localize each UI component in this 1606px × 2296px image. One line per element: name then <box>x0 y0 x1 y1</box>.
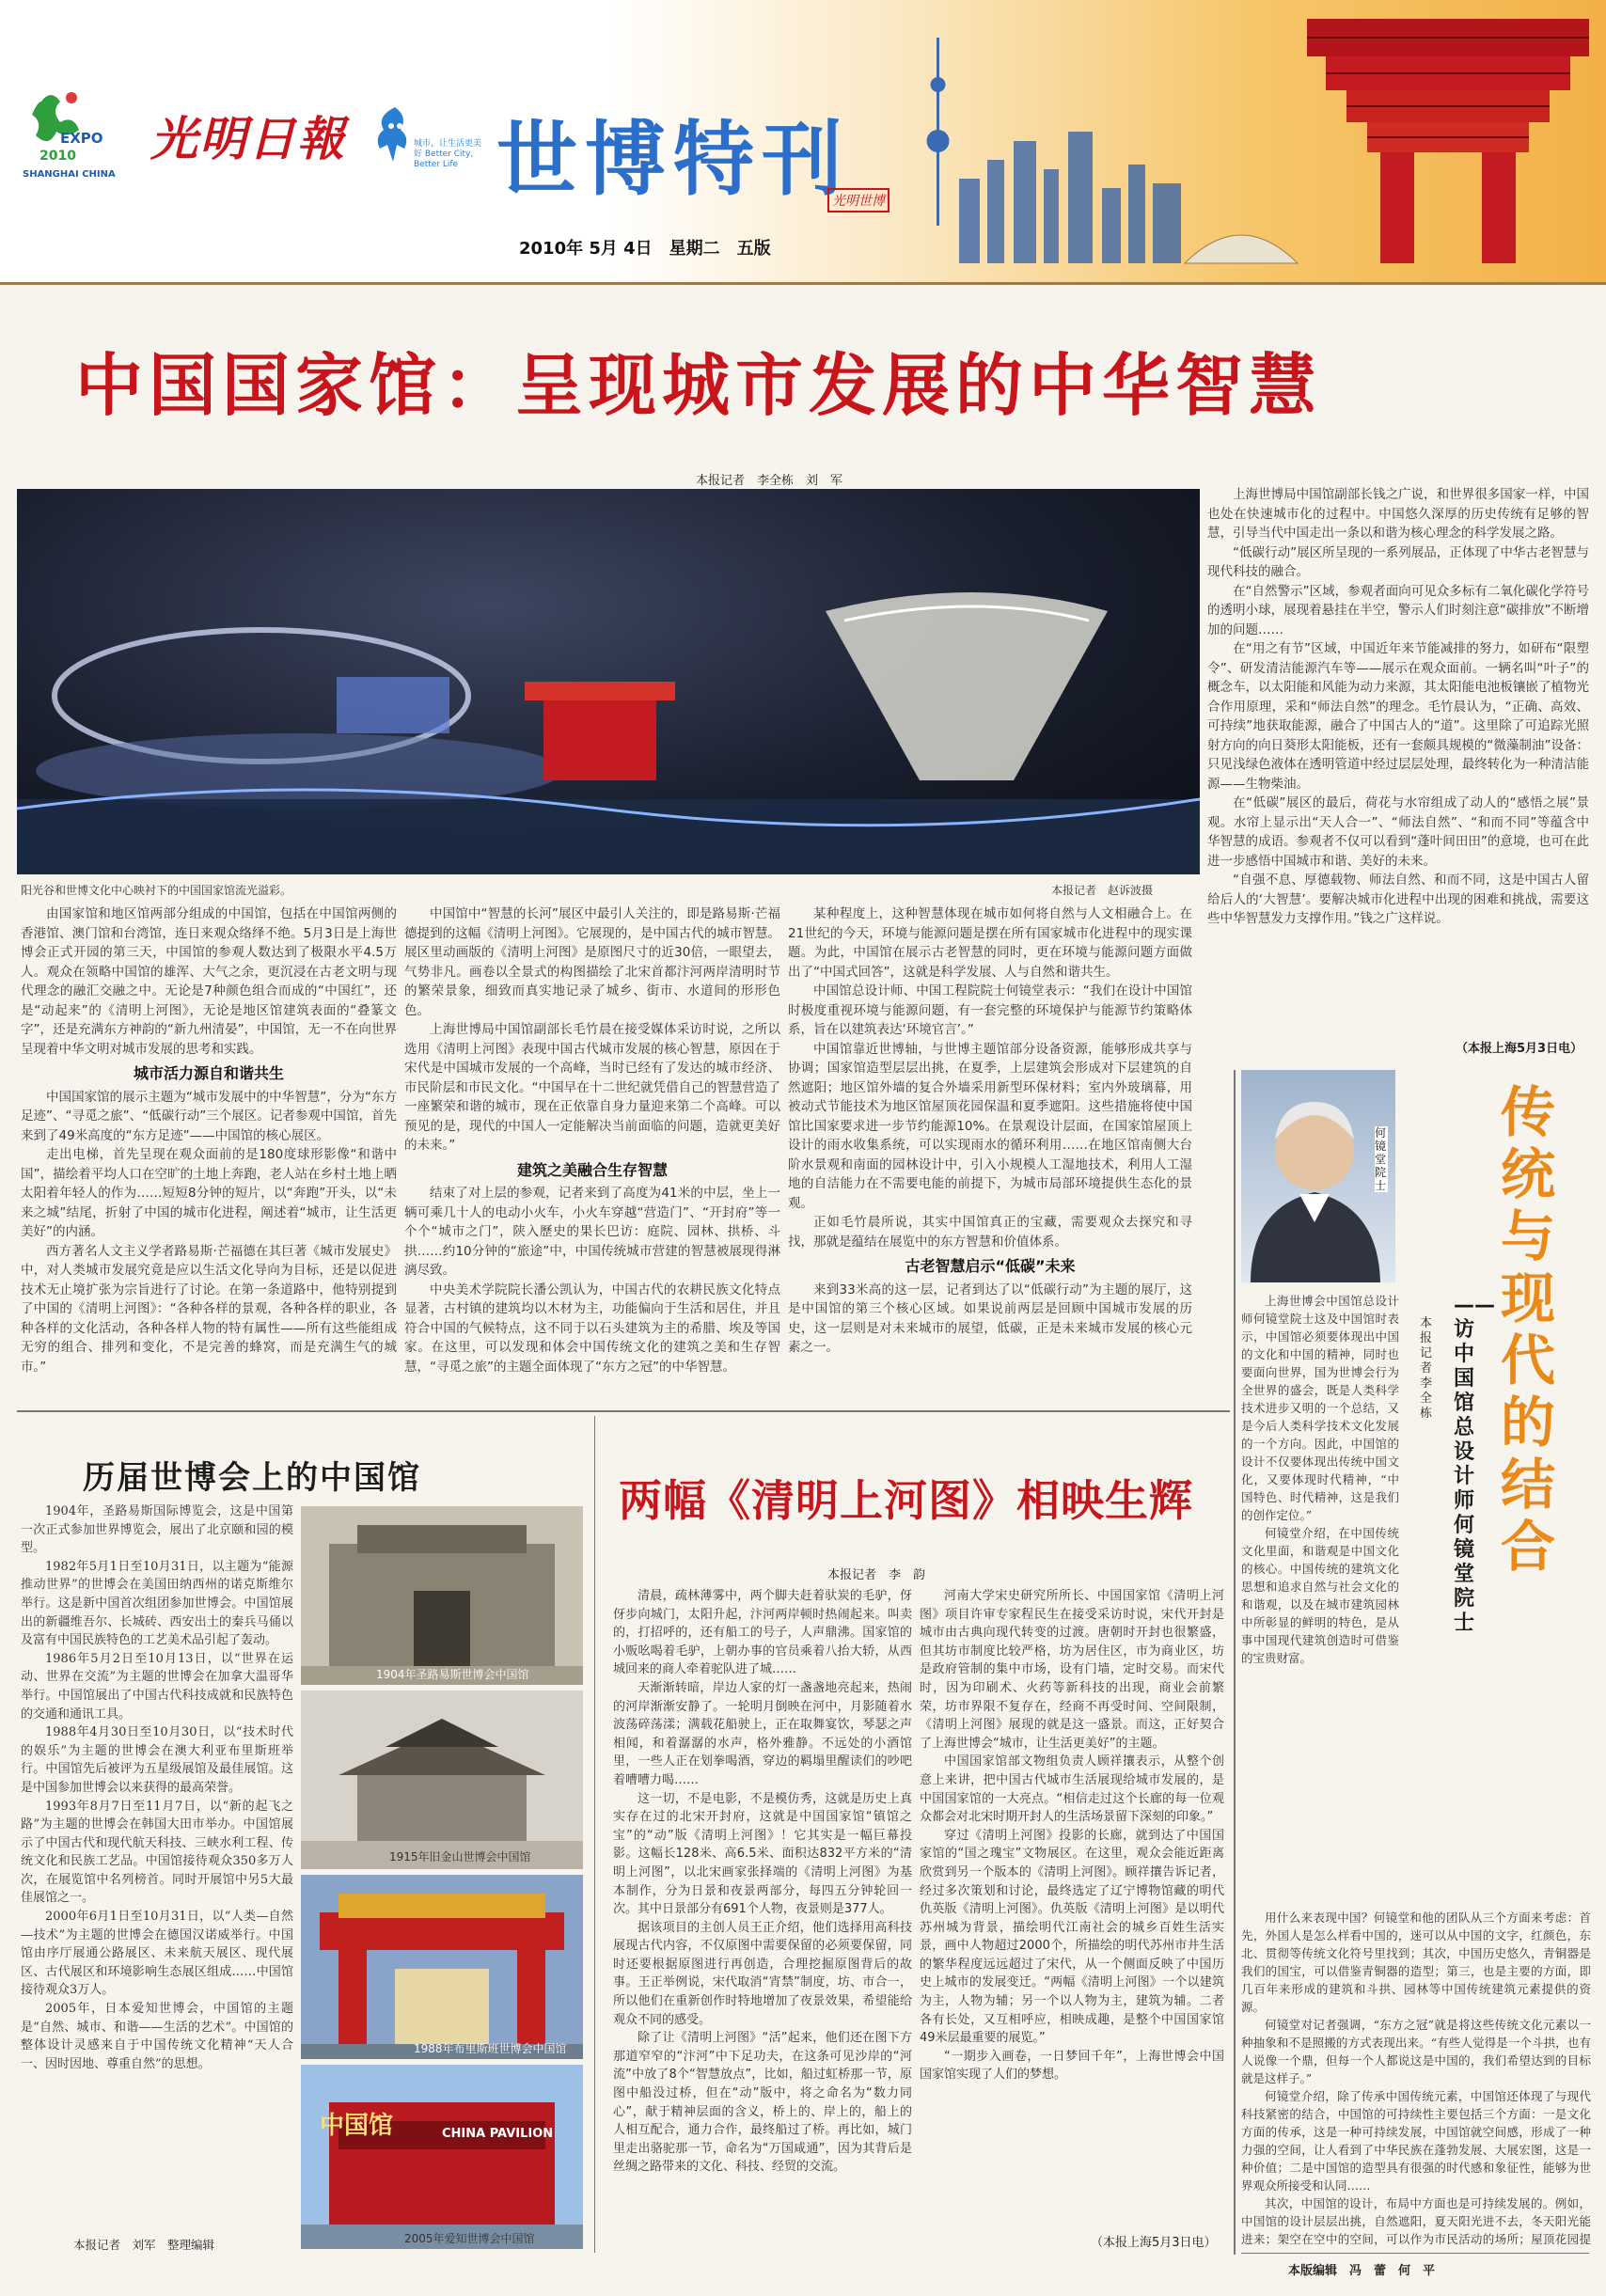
footer-rule <box>1241 2253 1589 2254</box>
history-paragraph: 2000年6月1日至10月31日，以“人类—自然—技术”为主题的世博会在德国汉诺威举行。中国馆由序厅展通公路展区、未来航天展区、现代展区、古代展区和环境影响生态展区组成……中国馆接待观众3万人。 <box>21 1910 293 1998</box>
lead-paragraph: 中央美术学院院长潘公凯认为，中国古代的农耕民族文化特点显著，古村镇的建筑均以木材为主，功能偏向于生活和居住，并且符合中国的气候特点，这不同于以石头建筑为主的希腊、埃及等国家。在这里，可以发现和体会中国传统文化的建筑之美和生存智慧，“寻觅之旅”的主题全面体现了“东方之冠”的中华智慧。 <box>404 1282 780 1375</box>
skyline-illustration <box>903 0 1606 282</box>
expo-slogan: 城市，让生活更美好 Better City, Better Life <box>414 139 482 169</box>
interview-portrait <box>1241 1070 1395 1282</box>
footer-editors: 本版编辑 冯 蕾 何 平 <box>1288 2264 1436 2278</box>
portrait-caption: 何镜堂院士 <box>1375 1126 1387 1192</box>
history-text <box>21 1502 293 2232</box>
qingming-paragraph: 河南大学宋史研究所所长、中国国家馆《清明上河图》项目许审专家程民生在接受采访时说，宋代开封是城市由古典向现代转变的过渡。唐朝时开封也很繁盛，但其坊市制度比较严格，坊为居住区，市为商业区，坊是政府管制的集中市场，设有门墙，定时交易。而宋代时，因为印刷术、火药等新科技的出现，商业会前繁荣，坊市界限不复存在，经商不再受时间、空间限制，《清明上河图》展现的就是这一盛景。而这，正好契合了上海世博会“城市，让生活更美好”的主题。 <box>920 1589 1224 1751</box>
interview-title <box>1497 1081 1572 1578</box>
qingming-paragraph: 除了让《清明上河图》“活”起来，他们还在图下方那道窄窄的“汴河”中下足功夫，在这条可见沙岸的“河流”中放了8个“智慧放点”，比如，船过虹桥那一节，原图中船没过桥，但在“动”版中，将之命名为“数力同心”，献于精神层面的含义，桥上的、岸上的，船上的人相互配合，通力合作，最终船过了桥。再比如，城门里走出骆驼那一节，命名为“万国咸通”，因为其背后是丝绸之路带来的文化、科技、经贸的交流。 <box>613 2031 912 2175</box>
lead-paragraph: 中国馆总设计师、中国工程院院士何镜堂表示：“我们在设计中国馆时极度重视环境与能源问题，有一套完整的环境保护与能源节约策略体系，旨在以建筑表达‘环境官言’。” <box>788 983 1192 1037</box>
interview-paragraph: 其次，中国馆的设计，布局中方面也是可持续发展的。例如，中国馆的设计层层出挑，自然遮阳，夏天阳光进不去，冬天阳光能进来；架空在空中的空间，可以作为市民活动的场所；屋顶花园提 <box>1241 2196 1591 2246</box>
lead-subhead-2: 建筑之美融合生存智慧 <box>516 1160 668 1179</box>
history-photo-caption: 1915年旧金山世博会中国馆 <box>389 1850 531 1864</box>
dateline: 2010年 5月 4日 星期二 五版 <box>519 239 771 259</box>
lead-source: （本报上海5月3日电） <box>1456 1042 1583 1056</box>
lead-paragraph: 走出电梯，首先呈现在观众面前的是180度球形影像“和谐中国”，描绘着平均人口在空旷的土地上奔跑，老人站在乡村土地上晒太阳着年轻人的作为……短短8分钟的短片，以“奔跑”开头，以“未来之城”结尾，折射了中国的城市化进程，阐述着“城市，让生活更美好”的内涵。 <box>21 1147 397 1239</box>
masthead <box>0 0 1606 285</box>
expo-logo <box>23 83 116 196</box>
history-photo-caption: 1988年布里斯班世博会中国馆 <box>414 2042 567 2055</box>
lead-paragraph: 结束了对上层的参观，记者来到了高度为41米的中层，坐上一辆可乘几十人的电动小火车，小火车穿越“营造门”、“开封府”等一个个“城市之门”，陕入歷史的果长巴访：庭院、园林、拱桥、斗拱……约10分钟的“旅途”中，中国传统城市营建的智慧被展现得淋漓尽致。 <box>404 1186 780 1278</box>
interview-column-top <box>1241 1292 1399 1901</box>
lead-paragraph: 在“用之有节”区域，中国近年来节能减排的努力，如研布“限塑令”、研发清洁能源汽车等——展示在观众面前。一辆名叫“叶子”的概念车，以太阳能和风能为动力来源，其太阳能电池板镶嵌了植物光合作用原理，采和“师法自然”的理念。毛竹晨认为，“正确、高效、可持续”地获取能源，融合了中国古人的“道”。这里除了可追踪光照射方向的向日葵形太阳能板，还有一套颇具规模的“微藻制油”设备：只见浅绿色液体在透明管道中经过层层处理，最终转化为一种清洁能源——生物柴油。 <box>1207 641 1589 792</box>
lead-paragraph: 来到33米高的这一层，记者到达了以“低碳行动”为主题的展厅，这是中国馆的第三个核心区域。如果说前两层是回顾中国城市发展的历史，这一层则是对未来城市的展望，低碳，正是未来城市发展的核心元素之一。 <box>788 1282 1192 1355</box>
lead-paragraph: 西方著名人文主义学者路易斯·芒福德在其巨著《城市发展史》中，对人类城市发展究竟是应以生活文化导向为目标，还是以促进技术无止境扩张为宗旨进行了讨论。在第一条道路中，他特别提到了中国的《清明上河图》：“各种各样的景观，各种各样的职业，各种各样的文化活动，各种各样人物的特有属性——所有这些能组成无穷的组合、排列和变化，不是完善的蜂窝，而是充满生气的城市。” <box>21 1243 397 1375</box>
lead-column-3 <box>788 904 1192 1401</box>
expo-mark: EXPO <box>60 130 103 147</box>
interview-subtitle: ——访中国馆总设计师何镜堂院士 <box>1454 1294 1495 1635</box>
history-title: 历届世博会上的中国馆 <box>83 1459 421 1497</box>
history-byline: 本报记者 刘军 整理编辑 <box>73 2238 215 2252</box>
lead-paragraph: “低碳行动”展区所呈现的一系列展品，正体现了中华古老智慧与现代科技的融合。 <box>1207 544 1589 579</box>
newspaper-name: 光明日報 <box>150 111 346 166</box>
interview-title-line: 传统 <box>1500 1080 1555 1206</box>
lead-paragraph: 在“低碳”展区的最后，荷花与水帘组成了动人的“感悟之展”景观。水帘上显示出“天人合一”、“师法自然”、“和而不同”等蕴含中华智慧的成语。参观者不仅可以看到“蓬叶间田田”的意境，也可在此进一步感悟中国城市和谐、美好的未来。 <box>1207 795 1589 869</box>
lead-headline: 中国国家馆：呈现城市发展的中华智慧 <box>75 345 1323 425</box>
lead-column-2 <box>404 904 780 1401</box>
history-photo-1988 <box>301 1875 583 2059</box>
history-paragraph: 1982年5月1日至10月31日，以主题为“能源推动世界”的世博会在美国田纳西州的诺克斯维尔举行。这是新中国首次组团参加世博会。中国馆展出的新疆维吾尔、长城砖、西安出土的秦兵马俑以及富有中国民族特色的工艺美术品引起了轰动。 <box>21 1559 293 1648</box>
interview-paragraph: 上海世博会中国馆总设计师何镜堂院士这及中国馆时表示，中国馆必须要体现出中国的文化和中国的精神，同时也要面向世界，国为世博会行为全世界的盛会，既是人类科学技术进步又明的一个总结，又是今后人类科学技术文化发展的一个方向。因此，中国馆的设计不仅要体现出传统中国文化，又要体现时代精神，“中国特色、时代精神，这是我们的创作定位。” <box>1241 1294 1399 1522</box>
qingming-paragraph: 天渐渐转暗，岸边人家的灯一盏盏地亮起来，热闹的河岸渐渐安静了。一轮明月倒映在河中，月影随着水波荡碎荡漾；满载花船驶上，正在取舞宴饮，琴瑟之声相闻，和着潺潺的水声，格外雅静。不远处的小酒馆里，一些人正在划拳喝酒，穿边的羁塌里醒读们的吵吧着嘈嘈力喝…… <box>613 1680 912 1787</box>
expo-city: SHANGHAI CHINA <box>23 169 116 180</box>
lead-paragraph: 中国馆中“智慧的长河”展区中最引人关注的，即是路易斯·芒福德提到的这幅《清明上河图》。它展现的，是中国古代的城市智慧。展区里动画版的《清明上河图》是原图尺寸的近30倍，一眼望去，气势非凡。画卷以全景式的构图描绘了北宋首都汴河两岸清明时节的繁荣景象，细致而真实地记录了城乡、街市、水道间的形形色色。 <box>404 906 780 1018</box>
lead-column-1 <box>21 904 397 1401</box>
history-photo-caption: 2005年爱知世博会中国馆 <box>404 2232 535 2245</box>
lead-paragraph: 中国国家馆的展示主题为“城市发展中的中华智慧”，分为“东方足迹”、“寻觅之旅”、“低碳行动”三个展区。记者参观中国馆，首先来到了49米高度的“东方足迹”——中国馆的核心展区。 <box>21 1089 397 1143</box>
history-paragraph: 1904年，圣路易斯国际博览会，这是中国第一次正式参加世界博览会，展出了北京颐和园的模型。 <box>21 1504 293 1556</box>
rule-vertical <box>1234 1070 1236 2255</box>
qingming-paragraph: 这一切，不是电影，不是模仿秀，这就是历史上真实存在过的北宋开封府，这就是中国国家馆“镇馆之宝”的“动”版《清明上河图》！它其实是一幅巨幕投影。这幅长128米、高6.5米、面积达832平方米的“清明上河图”，以北宋画家张择端的《清明上河图》为基本制作，分为日景和夜景两部分，每四五分钟轮回一次。其中日景部分有691个人物，夜景则是377人。 <box>613 1791 912 1917</box>
lead-paragraph: 某种程度上，这种智慧体现在城市如何将自然与人文相融合上。在21世纪的今天，环境与能源问题是摆在所有国家城市化进程中的现实课题。为此，中国馆在展示古老智慧的同时，更在环境与能源问题方面做出了“中国式回答”，这就是科学发展、人与自然和谐共生。 <box>788 906 1192 980</box>
lead-column-4 <box>1207 485 1589 1030</box>
lead-subhead-1: 城市活力源自和谐共生 <box>133 1064 284 1082</box>
interview-paragraph: 何镜堂对记者强调，“东方之冠”就是将这些传统文化元素以一种抽象和不是照搬的方式表现出来。“有些人觉得是一个斗拱，也有人说像一个鼎，但每一个人都说这是中国的，我们希望达到的目标就是这样子。” <box>1241 2018 1591 2085</box>
qingming-column-1 <box>613 1587 912 2226</box>
lead-paragraph: 中国馆靠近世博轴，与世博主题馆部分设备资源，能够形成共享与协调；国家馆造型层层出挑，在夏季，上层建筑会形成对下层建筑的自然遮阳；地区馆外墙的复合外墙采用新型环保材料；室内外玻璃幕，用被动式节能技术为地区馆屋顶花园保温和夏季遮阳。这些措施将使中国馆比国家要求进一步节约能源10%。在景观设计层面，在国家馆屋顶上设计的雨水收集系统，可以实现雨水的循环利用……在地区馆南侧大台阶水景观和南面的园林设计中，引入小规模人工湿地技术，利用人工湿地的自洁能力在不需要电能的前提下，为城市局部环境提供生态化的景观。 <box>788 1041 1192 1211</box>
lead-photo-credit: 本报记者 赵诉波摄 <box>1051 884 1154 897</box>
interview-column-bottom <box>1241 1909 1591 2247</box>
expo-year: 2010 <box>39 149 76 164</box>
qingming-paragraph: 中国国家馆部文物组负责人顾祥攘表示，从整个创意上来讲，把中国古代城市生活展现给城市发展的，是中国国家馆的一大亮点。“相信走过这个长廊的每一位观众都会对北宋时期开封人的生活场景留下深刻的印象。” <box>920 1754 1224 1825</box>
history-photo-1915 <box>301 1691 583 1869</box>
qingming-column-2 <box>920 1587 1224 2226</box>
interview-paragraph: 何镜堂介绍，除了传承中国传统元素，中国馆还体现了与现代科技紧密的结合，中国馆的可持续性主要包括三个方面：一是文化方面的传承，这是一种可持续发展，中国馆就空间感，形成了一种力强的空间，让人看到了中华民族在蓬勃发展、大展宏图，这是一种价值；二是中国馆的造型具有很强的时代感和象征性，能够为世界观众所接受和认同…… <box>1241 2089 1591 2193</box>
interview-title-line: 现代的 <box>1500 1266 1555 1455</box>
lead-photo-caption: 阳光谷和世博文化中心映衬下的中国国家馆流光溢彩。 <box>21 884 292 897</box>
lead-paragraph: 上海世博局中国馆副部长钱之广说，和世界很多国家一样，中国也处在快速城市化的过程中。中国悠久深厚的历史传统有足够的智慧，引导当代中国走出一条以和谐为核心理念的科学发展之路。 <box>1207 487 1589 541</box>
rule-vertical <box>594 1416 595 2253</box>
lead-photo <box>17 489 1200 874</box>
lead-paragraph: 在“自然警示”区域，参观者面向可见众多标有二氧化碳化学符号的透明小球，展现着悬挂在半空，警示人们时刻注意“碳排放”不断增加的问题…… <box>1207 583 1589 637</box>
interview-paragraph: 用什么来表现中国？何镜堂和他的团队从三个方面来考虑：首先，外国人是怎么样看中国的，迷可以从中国的文字，红颜色，东北、贯彻等传统文化符号里找到；其次，中国历史悠久，青铜器是我们的国宝，可以借鉴青铜器的造型；第三，也是主要的方面，即几百年来形成的建筑和斗拱、园林等中国传统建筑元素提供的资源。 <box>1241 1911 1591 2014</box>
history-paragraph: 1988年4月30日至10月30日，以“技术时代的娱乐”为主题的世博会在澳大利亚布里斯班举行。中国馆先后被评为五星级展馆及最佳展馆。这是中国参加世博会以来获得的最高荣誉。 <box>21 1725 293 1795</box>
qingming-paragraph: 清晨，疏林薄雾中，两个脚夫赶着驮炭的毛驴，伢伢步向城门，太阳升起，汴河两岸顿时热闹起来。叫卖的，打招呼的，还有船工的号子，人声鼎沸。国家馆的小贩吆喝着毛驴，上朝办事的官员乘着八抬大轿，从西城回来的商人牵着驼队进了城…… <box>613 1589 912 1677</box>
interview-paragraph: 何镜堂介绍，在中国传统文化里面，和谐观是中国文化的核心。中国传统的建筑文化思想和追求自然与社会文化的和谐观，以及在城市建筑园林中所彰显的鲜明的特色，是从事中国现代建筑创造时可借鉴的宝贵财富。 <box>1241 1526 1399 1665</box>
lead-subhead-3: 古老智慧启示“低碳”未来 <box>905 1257 1076 1275</box>
china-pavilion-icon <box>1307 19 1589 263</box>
history-paragraph: 1986年5月2日至10月13日，以“世界在运动、世界在交流”为主题的世博会在加拿大温哥华举行。中国馆展出了中国古代科技成就和民族特色的交通和通讯工具。 <box>21 1651 293 1722</box>
qingming-paragraph: 据该项目的主创人员王正介绍，他们选择用高科技展现古代内容，不仅原图中需要保留的必须要保留，同时还要根据原图进行再创造，合理挖掘原图背后的故事。王正举例说，宋代取消“宵禁”制度，坊、市合一，所以他们在重新创作时特地增加了夜景效果，希望能给观众不同的感受。 <box>613 1920 912 2027</box>
pavilion-sign: CHINA PAVILION <box>442 2127 554 2141</box>
qingming-byline: 本报记者 李 韵 <box>827 1568 926 1582</box>
history-paragraph: 2005年，日本爱知世博会，中国馆的主题是“自然、城市、和谐——生活的艺术”。中国馆的整体设计灵感来自于中国传统文化精神“天人合一、因时因地、尊重自然”的思想。 <box>21 2002 293 2071</box>
lead-intro: 由国家馆和地区馆两部分组成的中国馆，包括在中国馆两侧的香港馆、澳门馆和台湾馆，连日来观众络绎不绝。5月3日是上海世博会正式开园的第三天，中国馆的参观人数达到了极限水平4.5万人。观众在领略中国馆的雄浑、大气之余，更沉浸在古老文明与现代理念的融汇交融之中。无论是7种颜色组合而成的“中国红”，还是“动起来”的《清明上河图》，无论是地区馆建筑表面的“叠篆文字”，还是充满东方神韵的“新九州清晏”，中国馆，无一不在向世界呈现着中华文明对城市发展的思考和实践。 <box>21 906 397 1057</box>
pavilion-sign-cn: 中国馆 <box>320 2112 394 2140</box>
lead-paragraph: 正如毛竹晨所说，其实中国馆真正的宝藏，需要观众去探究和寻找，那就是蕴结在展览中的东方智慧和价值体系。 <box>788 1215 1192 1250</box>
section-title: 世博特刊 <box>496 113 850 207</box>
qingming-paragraph: “一期步入画卷，一日梦回千年”，上海世博会中国国家馆实现了人们的梦想。 <box>920 2049 1224 2083</box>
qingming-title: 两幅《清明上河图》相映生辉 <box>619 1475 1193 1526</box>
history-photo-2005 <box>301 2065 583 2249</box>
interview-byline: 本报记者 李全栋 <box>1420 1316 1445 1421</box>
lead-paragraph: 上海世博局中国馆副部长毛竹晨在接受媒体采访时说，之所以选用《清明上河图》表现中国古代城市发展的核心智慧，原因在于宋代是中国城市发展的一个高峰，当时已经有了发达的城市经济、市民阶层和市民文化。“中国早在十二世纪就凭借自己的智慧营造了一座繁荣和谐的城市，现在正依靠自身力量迎来第二个高峰。可以预见的是，现代的中国人一定能解决当前面临的问题，造就更美好的未来。” <box>404 1022 780 1153</box>
qingming-source: （本报上海5月3日电） <box>1091 2236 1217 2250</box>
interview-title-line: 结合 <box>1500 1453 1555 1579</box>
history-box <box>17 1416 587 2255</box>
history-photo-1904 <box>301 1506 583 1685</box>
seal-stamp: 光明世博 <box>827 188 890 212</box>
history-photo-caption: 1904年圣路易斯世博会中国馆 <box>376 1668 529 1681</box>
haibao-mascot-icon <box>374 105 416 165</box>
lead-byline: 本报记者 李全栋 刘 军 <box>696 474 843 488</box>
lead-paragraph: “自强不息、厚德载物、师法自然、和而不同，这是中国古人留给后人的‘大智慧’。要解决城市化进程中出现的困难和挑战，需要这些中华智慧发力支撑作用。”钱之广这样说。 <box>1207 873 1589 926</box>
rule-horizontal <box>17 1410 1230 1412</box>
interview-title-line: 与 <box>1500 1204 1555 1268</box>
qingming-paragraph: 穿过《清明上河图》投影的长廊，就到达了中国国家馆的“国之瑰宝”文物展区。在这里，观众会能近距离欣赏到另一个版本的《清明上河图》。顾祥攘告诉记者，经过多次策划和讨论，最终选定了辽宁博物馆藏的明代仇英版《清明上河图》。仇英版《清明上河图》是以明代苏州城为背景，描绘明代江南社会的城乡百姓生活实景，画中人物超过2000个，所描绘的明代苏州市井生活的繁华程度远远超过了宋代，从一个侧面反映了中国历史上城市的发展变迁。“两幅《清明上河图》一个以建筑为主，人物为辅；另一个以人物为主，建筑为辅。二者各有长处，又互相呼应，相映成趣，是整个中国国家馆49米层最重要的展览。” <box>920 1828 1224 2046</box>
history-paragraph: 1993年8月7日至11月7日，以“新的起飞之路”为主题的世博会在韩国大田市举办。中国馆展示了中国古代和现代航天科技、三峡水利工程、传统文化和民族工艺品。中国馆接待观众350多万人次，在展览馆中名列榜首。同时开展馆中另5大最佳展馆之一。 <box>21 1799 293 1906</box>
